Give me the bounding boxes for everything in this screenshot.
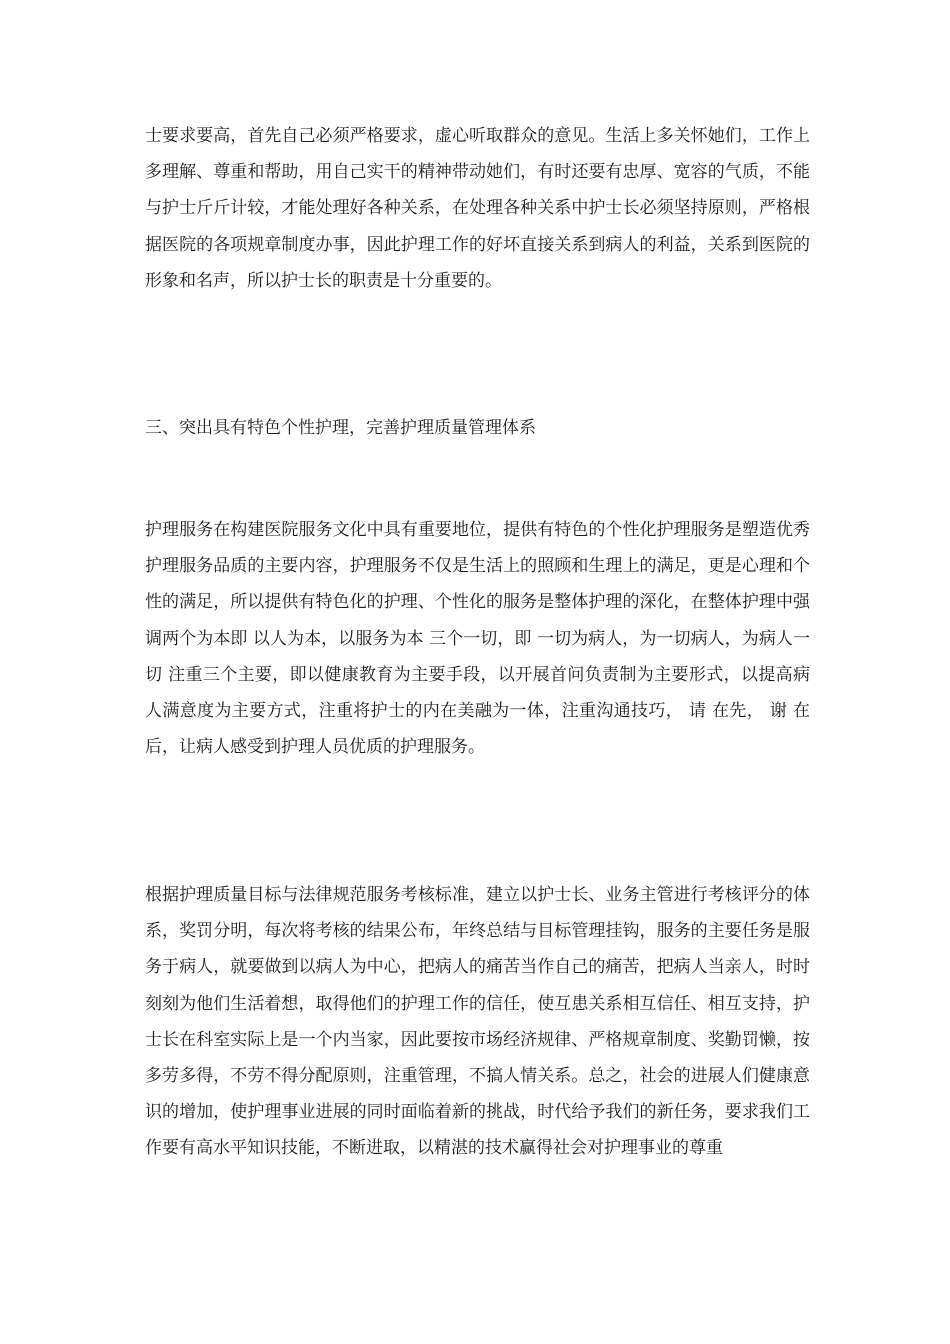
body-paragraph-1: 士要求要高，首先自己必须严格要求，虚心听取群众的意见。生活上多关怀她们，工作上多理解、尊重和帮助，用自己实干的精神带动她们，有时还要有忠厚、宽容的气质，不能与护士斤斤计较，才能处理好各种关系，在处理各种关系中护士长必须坚持原则，严格根据医院的各项规章制度办事，因此护理工作的好坏直接关系到病人的利益，关系到医院的形象和名声，所以护士长的职责是十分重要的。 (145, 126, 810, 291)
body-paragraph-2: 护理服务在构建医院服务文化中具有重要地位，提供有特色的个性化护理服务是塑造优秀护理服务品质的主要内容，护理服务不仅是生活上的照顾和生理上的满足，更是心理和个性的满足，所以提供有特色化的护理、个性化的服务是整体护理的深化，在整体护理中强调两个为本即 以人为本，以服务为本 三个一切，即 一切为病人，为一切病人，为病人一切 注重三个主要，即以健康教育为主要手段，以开展首问负责制为主要形式，以提高病人满意度为主要方式，注重将护士的内在美融为一体，注重沟通技巧， 请 在先， 谢 在后，让病人感受到护理人员优质的护理服务。 (145, 520, 810, 758)
section-heading: 三、突出具有特色个性护理，完善护理质量管理体系 (145, 418, 536, 438)
body-paragraph-3: 根据护理质量目标与法律规范服务考核标准，建立以护士长、业务主管进行考核评分的体系，奖罚分明，每次将考核的结果公布，年终总结与目标管理挂钩，服务的主要任务是服务于病人，就要做到以病人为中心，把病人的痛苦当作自己的痛苦，把病人当亲人，时时刻刻为他们生活着想，取得他们的护理工作的信任，使互患关系相互信任、相互支持，护士长在科室实际上是一个内当家，因此要按市场经济规律、严格规章制度、奖勤罚懒，按多劳多得，不劳不得分配原则，注重管理，不搞人情关系。总之，社会的进展人们健康意识的增加，使护理事业进展的同时面临着新的挑战，时代给予我们的新任务，要求我们工作要有高水平知识技能，不断进取，以精湛的技术赢得社会对护理事业的尊重 (145, 885, 810, 1159)
